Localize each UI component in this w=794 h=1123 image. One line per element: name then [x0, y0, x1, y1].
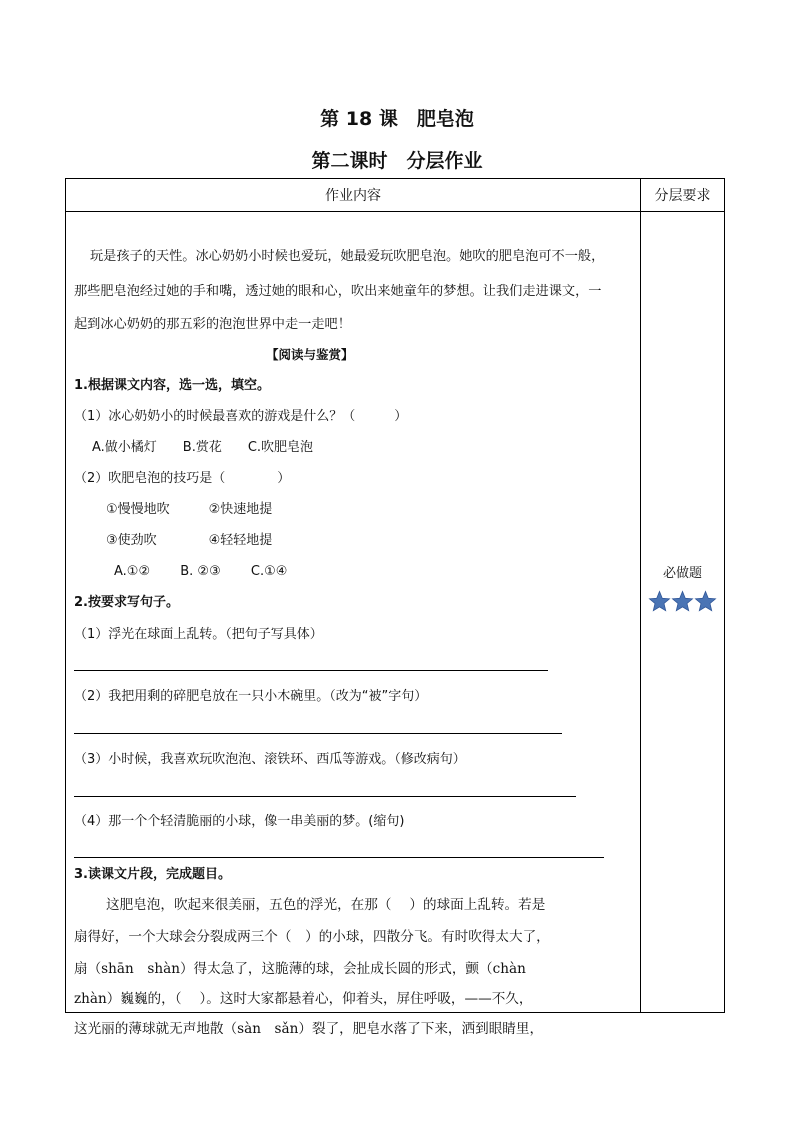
intro-line-3: 起到冰心奶奶的那五彩的泡泡世界中走一走吧！ — [74, 317, 351, 332]
q1-sub2: （2）吹肥皂泡的技巧是（ ） — [74, 471, 291, 486]
intro-line-1: 玩是孩子的天性。冰心奶奶小时候也爱玩，她最爱玩吹肥皂泡。她吹的肥皂泡可不一般， — [90, 249, 605, 264]
content-cell — [66, 212, 641, 1037]
passage-line-5: 这光丽的薄球就无声地散（sàn sǎn）裂了，肥皂水落了下来，洒到眼睛里， — [74, 1021, 544, 1037]
star-icon — [648, 590, 671, 613]
q2-title: 2.按要求写句子。 — [74, 595, 179, 610]
q2-sentence-2: （2）我把用剩的碎肥皂放在一只小木碗里。（改为“被”字句） — [74, 689, 428, 704]
page-subtitle: 第二课时 分层作业 — [311, 150, 483, 172]
q1-title: 1.根据课文内容，选一选，填空。 — [74, 378, 270, 393]
difficulty-stars — [641, 590, 724, 617]
passage-line-1: 这肥皂泡，吹起来很美丽，五色的浮光，在那（ ）的球面上乱转。若是 — [106, 897, 546, 913]
q1-sub1: （1）冰心奶奶小的时候最喜欢的游戏是什么？（ ） — [74, 409, 408, 424]
requirement-cell — [641, 212, 725, 1013]
q1-sub2-items-a: ①慢慢地吹 ②快速地提 — [106, 502, 273, 517]
q2-sentence-1: （1）浮光在球面上乱转。（把句子写具体） — [74, 627, 323, 642]
q2-sentence-4: （4）那一个个轻清脆丽的小球，像一串美丽的梦。(缩句) — [74, 814, 405, 829]
star-icon — [694, 590, 717, 613]
intro-line-2: 那些肥皂泡经过她的手和嘴，透过她的眼和心，吹出来她童年的梦想。让我们走进课文，一 — [74, 284, 602, 299]
q1-sub2-items-b: ③使劲吹 ④轻轻地提 — [106, 533, 273, 548]
passage-line-4: zhàn）巍巍的，（ ）。这时大家都悬着心，仰着头，屏住呼吸，——不久， — [74, 991, 533, 1007]
q2-sentence-3: （3）小时候，我喜欢玩吹泡泡、滚铁环、西瓜等游戏。（修改病句） — [74, 752, 466, 767]
answer-line-1[interactable] — [74, 670, 548, 671]
q1-sub1-options: A.做小橘灯 B.赏花 C.吹肥皂泡 — [92, 440, 314, 455]
answer-line-3[interactable] — [74, 796, 576, 797]
header-requirement: 分层要求 — [641, 179, 725, 212]
passage-line-2: 扇得好，一个大球会分裂成两三个（ ）的小球，四散分飞。有时吹得太大了， — [74, 929, 550, 945]
page-title: 第 18 课 肥皂泡 — [320, 108, 474, 130]
passage-line-3: 扇（shān shàn）得太急了，这脆薄的球，会扯成长圆的形式，颤（chàn — [74, 961, 526, 977]
answer-line-4[interactable] — [74, 857, 604, 858]
answer-line-2[interactable] — [74, 733, 562, 734]
star-icon — [671, 590, 694, 613]
header-content: 作业内容 — [66, 179, 641, 212]
requirement-label: 必做题 — [662, 566, 702, 581]
q1-sub2-options: A.①② B. ②③ C.①④ — [114, 564, 288, 579]
section-heading: 【阅读与鉴赏】 — [266, 347, 354, 362]
homework-table — [65, 178, 725, 1037]
q3-title: 3.读课文片段，完成题目。 — [74, 867, 231, 882]
